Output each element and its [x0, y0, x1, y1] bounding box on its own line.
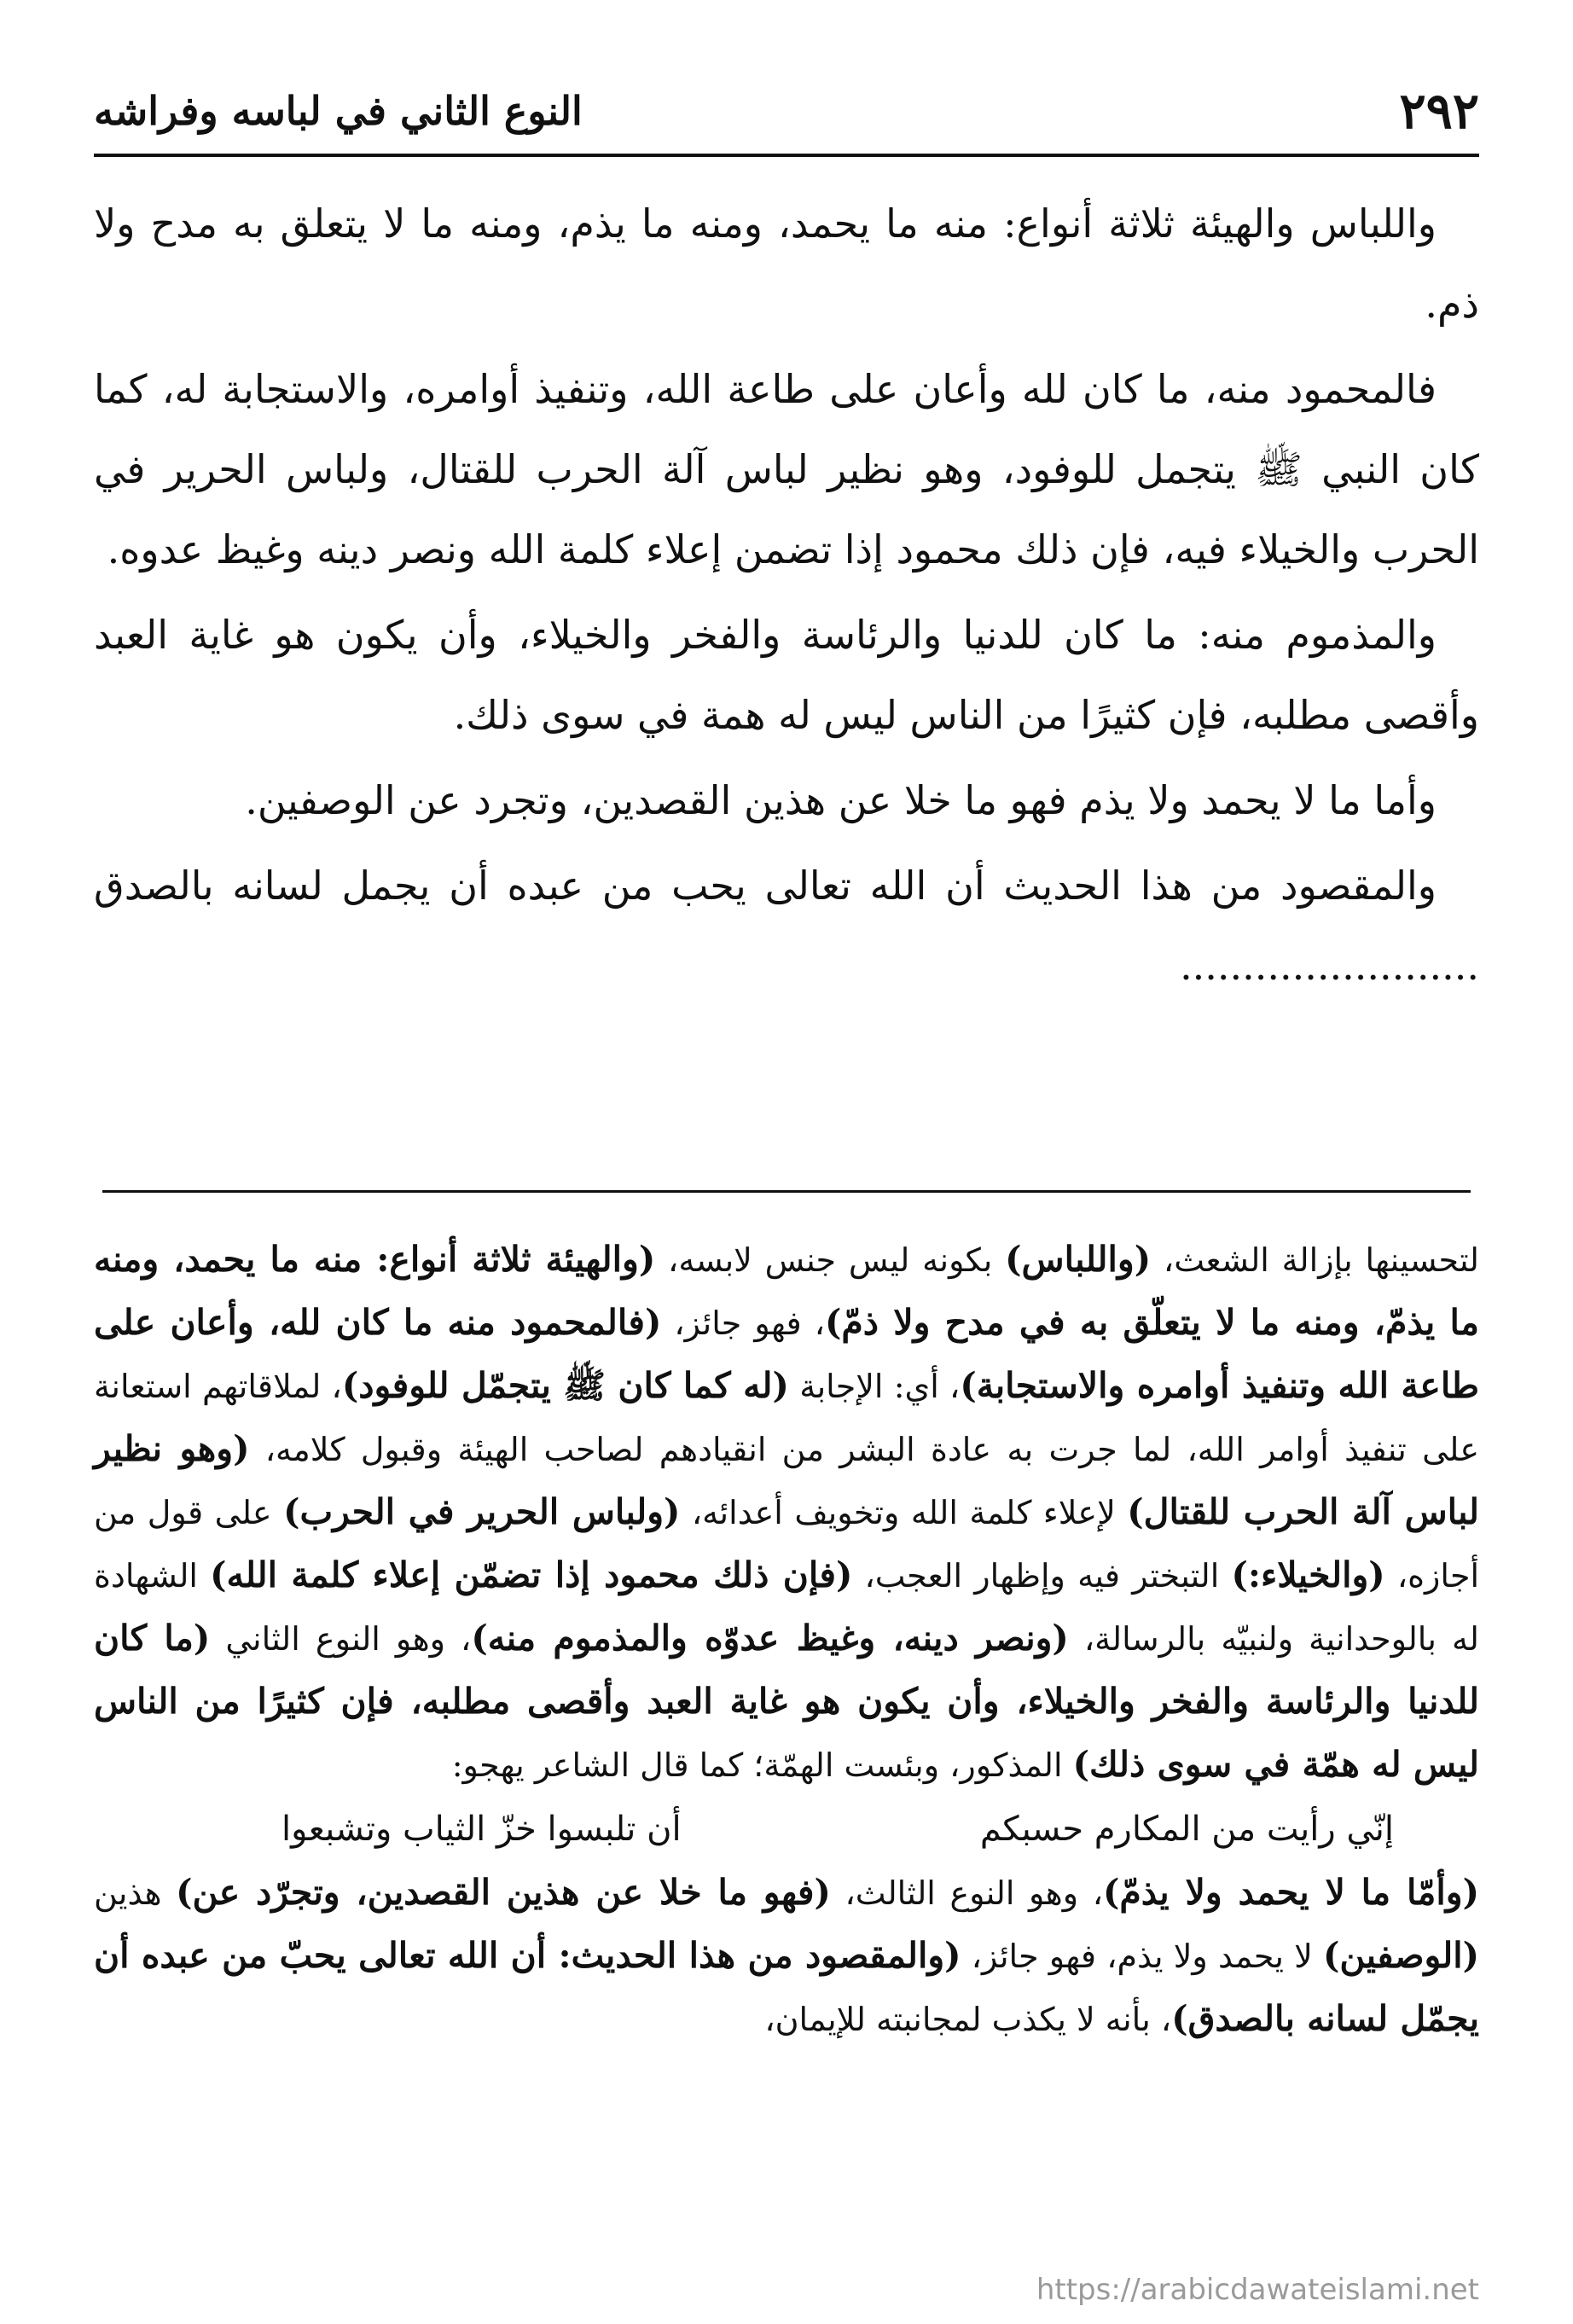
watermark-url: https://arabicdawateislami.net: [1036, 2273, 1479, 2307]
main-paragraph-text: والمقصود من هذا الحديث أن الله تعالى يحب من عبده أن يجمل لسانه بالصدق: [94, 863, 1437, 909]
header-rule: [94, 154, 1479, 157]
quoted-phrase: (ونصر دينه، وغيظ عدوّه والمذموم منه): [471, 1618, 1069, 1659]
quoted-phrase: (ما كان للدنيا والرئاسة والفخر والخيلاء، وأن يكون هو غاية العبد وأقصى مطلبه، فإن كثيرًا من الناس ليس له همّة في سوى ذلك): [94, 1618, 1479, 1785]
commentary-paragraph: [94, 1862, 1479, 2051]
quoted-phrase: (ولباس الحرير في الحرب): [283, 1491, 681, 1532]
footnote-divider: [102, 1190, 1471, 1193]
commentary-span: ، أي: الإجابة: [788, 1368, 961, 1405]
quoted-phrase: (والمقصود من هذا الحديث: أن الله تعالى يحبّ من عبده أن يجمّل لسانه بالصدق): [94, 1935, 1479, 2039]
commentary-text: [94, 1229, 1479, 2051]
main-paragraph: واللباس والهيئة ثلاثة أنواع: منه ما يحمد، ومنه ما يذم، ومنه ما لا يتعلق به مدح ولا ذم.: [94, 200, 1479, 327]
commentary-span: لتحسينها بإزالة الشعث،: [1151, 1241, 1480, 1279]
commentary-span: ، لملاقاتهم استعانة على تنفيذ أوامر الله، لما جرت به عادة البشر من انقيادهم لصاحب الهيئة وقبول كلامه،: [94, 1368, 1480, 1468]
quoted-phrase: (له كما كان ﷺ يتجمّل للوفود): [341, 1365, 789, 1406]
commentary-span: التبختر فيه وإظهار العجب،: [852, 1557, 1232, 1595]
page-header: [94, 77, 1479, 145]
quoted-phrase: (والهيئة ثلاثة أنواع: منه ما يحمد، ومنه ما يذمّ، ومنه ما لا يتعلّق به في مدح ولا ذمّ): [94, 1239, 1479, 1343]
commentary-span: المذكور، وبئست الهمّة؛ كما قال الشاعر يهجو:: [451, 1746, 1073, 1784]
commentary-span: لا يحمد ولا يذم، فهو جائز،: [961, 1938, 1323, 1975]
commentary-span: لإعلاء كلمة الله وتخويف أعدائه،: [680, 1494, 1128, 1531]
commentary-span: ، فهو جائز،: [661, 1304, 825, 1342]
commentary-span: ، بأنه لا يكذب لمجانبته للإيمان،: [764, 2001, 1172, 2038]
quoted-phrase: (فالمحمود منه ما كان لله، وأعان على طاعة الله وتنفيذ أوامره والاستجابة): [94, 1302, 1479, 1406]
quoted-phrase: (الوصفين): [1323, 1935, 1479, 1976]
verse-second-hemistich: أن تلبسوا خزّ الثياب وتشبعوا: [282, 1810, 682, 1849]
commentary-paragraph: [94, 1229, 1479, 1797]
main-text: [94, 183, 1479, 1011]
main-paragraph: فالمحمود منه، ما كان لله وأعان على طاعة الله، وتنفيذ أوامره، والاستجابة له، كما كان النبي ﷺ يتجمل للوفود، وهو نظير لباس آلة الحرب للقتال، ولباس الحرير في الحرب والخيلاء فيه، فإن ذلك محمود إذا تضمن إعلاء كلمة الله ونصر دينه وغيظ عدوه.: [94, 366, 1479, 572]
quoted-phrase: (وهو نظير لباس آلة الحرب للقتال): [94, 1428, 1479, 1532]
commentary-span: ، وهو النوع الثاني: [210, 1620, 472, 1658]
main-paragraph: [94, 845, 1479, 1006]
quoted-phrase: (والخيلاء:): [1231, 1554, 1385, 1595]
quoted-phrase: (فهو ما خلا عن هذين القصدين، وتجرّد عن): [176, 1872, 831, 1913]
page-number: ٢٩٢: [1399, 82, 1479, 140]
quoted-phrase: (واللباس): [1005, 1239, 1152, 1280]
verse-first-hemistich: إنّي رأيت من المكارم حسبكم: [979, 1810, 1394, 1849]
main-paragraph: والمذموم منه: ما كان للدنيا والرئاسة والفخر والخيلاء، وأن يكون هو غاية العبد وأقصى مطلبه، فإن كثيرًا من الناس ليس له همة في سوى ذلك.: [94, 612, 1479, 738]
commentary-span: بكونه ليس جنس لابسه،: [655, 1241, 1006, 1279]
commentary-span: على قول من أجازه،: [94, 1494, 1479, 1595]
commentary-span: ، وهو النوع الثالث،: [830, 1874, 1103, 1912]
poetry-verse: [94, 1797, 1479, 1862]
quoted-phrase: (وأمّا ما لا يحمد ولا يذمّ): [1102, 1872, 1479, 1913]
commentary-span: الشهادة له بالوحدانية ولنبيّه بالرسالة،: [94, 1557, 1479, 1658]
quoted-phrase: (فإن ذلك محمود إذا تضمّن إعلاء كلمة الله): [210, 1554, 853, 1595]
main-paragraph: وأما ما لا يحمد ولا يذم فهو ما خلا عن هذين القصدين، وتجرد عن الوصفين.: [245, 777, 1437, 823]
commentary-span: هذين: [94, 1874, 177, 1912]
ellipsis-dots: ........................: [1180, 943, 1479, 989]
running-title: النوع الثاني في لباسه وفراشه: [94, 88, 583, 134]
